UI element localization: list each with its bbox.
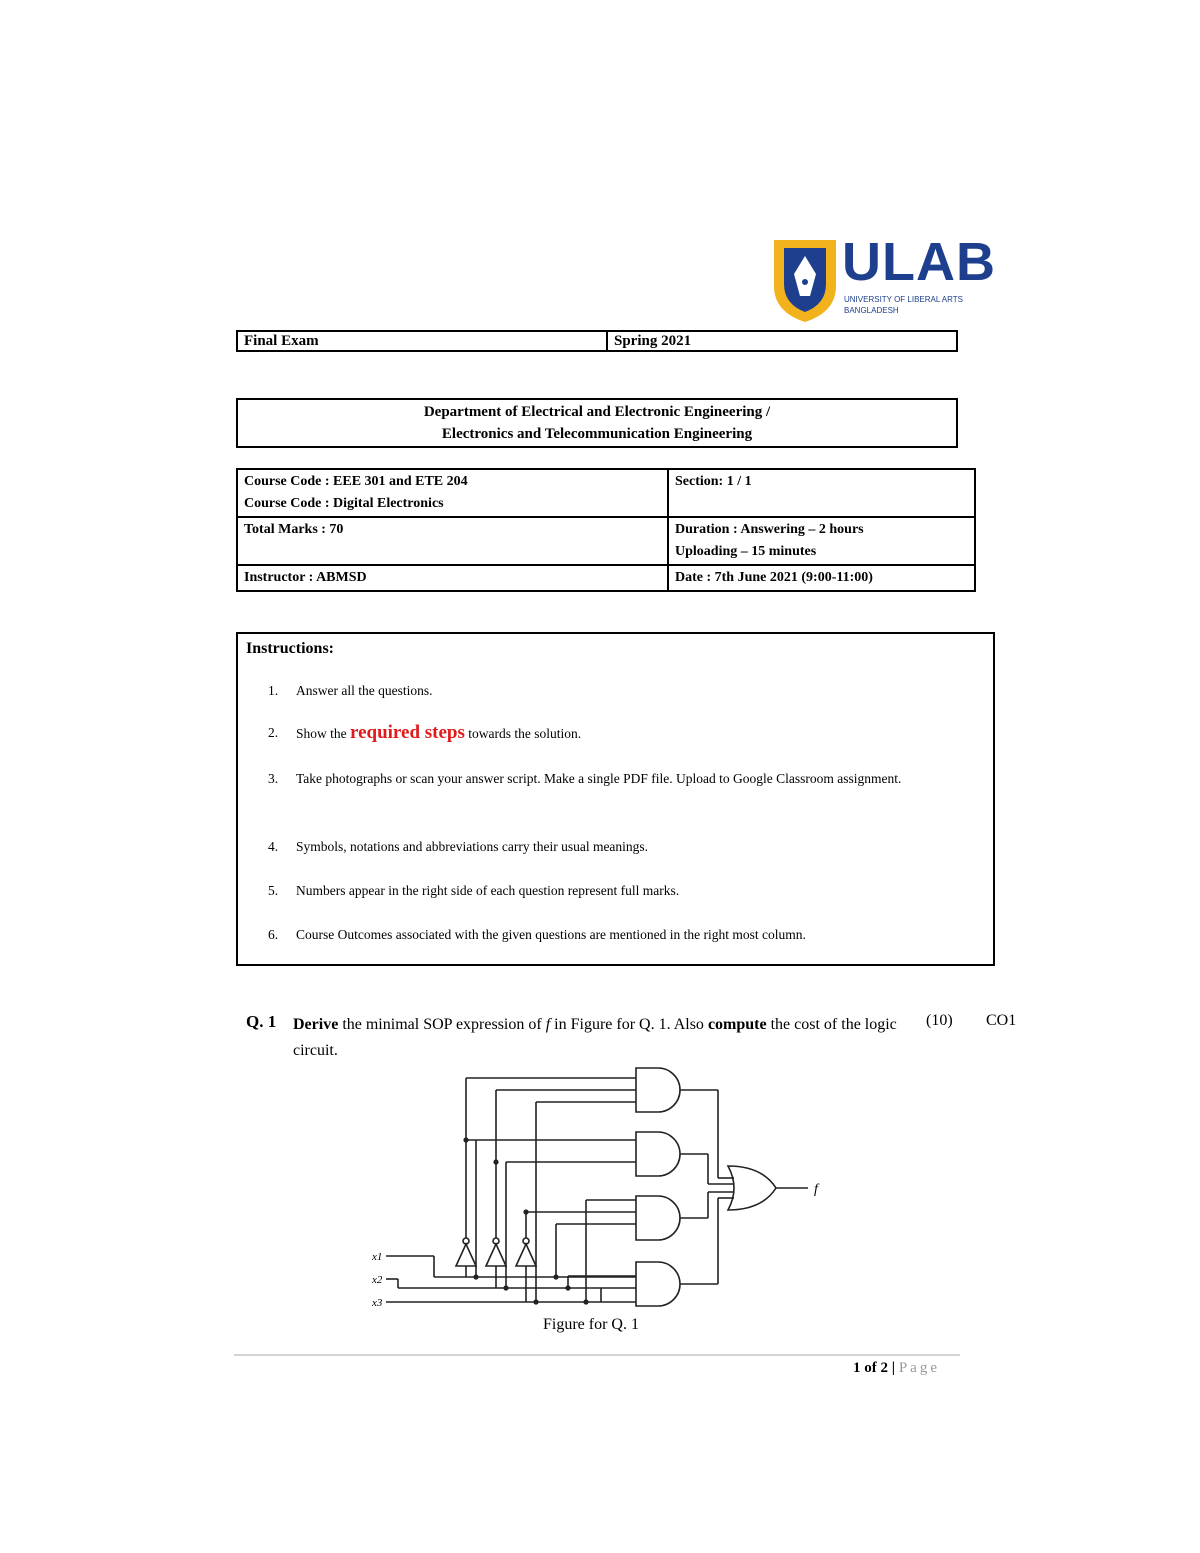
- instruction-text: Take photographs or scan your answer script. Make a single PDF file. Upload to Google Classroom assignment.: [296, 771, 902, 786]
- section: Section: 1 / 1: [675, 474, 752, 489]
- question-course-outcome: CO1: [986, 1012, 1017, 1029]
- input-label-x1: x1: [372, 1251, 383, 1263]
- instruction-text-post: towards the solution.: [464, 726, 582, 741]
- instruction-number: 2.: [268, 725, 279, 740]
- department-box: [236, 398, 958, 448]
- question-keyword-compute: compute: [707, 1016, 767, 1033]
- shield-icon: [770, 238, 840, 324]
- instruction-item: [268, 680, 976, 702]
- department-line-1: Department of Electrical and Electronic Engineering /: [423, 404, 771, 420]
- section-cell: [668, 469, 975, 517]
- page-footer: [853, 1360, 940, 1377]
- total-marks-cell: [237, 517, 668, 565]
- question-number: Q. 1: [246, 1012, 277, 1031]
- exam-date: Date : 7th June 2021 (9:00-11:00): [675, 570, 873, 585]
- instruction-text: Course Outcomes associated with the given questions are mentioned in the right most column.: [296, 927, 806, 942]
- instructions-title: Instructions:: [246, 640, 335, 657]
- footer-divider: [234, 1354, 960, 1356]
- input-label-x3: x3: [372, 1297, 383, 1309]
- question-text-part: in Figure for Q. 1. Also: [550, 1016, 708, 1033]
- instruction-text: Answer all the questions.: [296, 683, 433, 698]
- exam-type: Final Exam: [238, 332, 608, 350]
- instruction-item: [268, 722, 976, 745]
- instruction-text: Symbols, notations and abbreviations carry their usual meanings.: [296, 839, 649, 854]
- course-code-cell: [237, 469, 668, 517]
- date-cell: [668, 565, 975, 591]
- instructor: Instructor : ABMSD: [244, 570, 367, 585]
- instruction-item: [268, 836, 976, 858]
- question-text-part: the minimal SOP expression of: [338, 1016, 546, 1033]
- instruction-item: [268, 880, 976, 902]
- ulab-logo: [770, 232, 996, 324]
- instruction-number: 1.: [268, 683, 279, 698]
- instruction-item: [268, 768, 976, 790]
- page-number: 1 of 2 |: [853, 1360, 899, 1376]
- logic-circuit-figure: [368, 1062, 828, 1312]
- exam-header-row: [236, 330, 958, 352]
- figure-caption: Figure for Q. 1: [543, 1316, 639, 1333]
- input-label-x2: x2: [372, 1274, 383, 1286]
- output-label: f: [814, 1182, 818, 1197]
- course-info-table: [236, 468, 976, 592]
- instruction-number: 5.: [268, 883, 279, 898]
- question-marks: (10): [926, 1012, 953, 1029]
- instruction-text-pre: Show the: [296, 726, 350, 741]
- question-variable: f: [545, 1016, 551, 1033]
- instruction-text: [296, 722, 976, 745]
- highlighted-required-steps: required steps: [350, 722, 465, 743]
- instructor-cell: [237, 565, 668, 591]
- logo-subtitle: UNIVERSITY OF LIBERAL ARTS BANGLADESH: [844, 295, 963, 315]
- duration-uploading: Uploading – 15 minutes: [675, 544, 817, 559]
- duration-answering: Duration : Answering – 2 hours: [675, 522, 864, 537]
- page-word: Page: [898, 1360, 940, 1376]
- instruction-number: 4.: [268, 839, 279, 854]
- instruction-text: Numbers appear in the right side of each question represent full marks.: [296, 883, 680, 898]
- course-name: Course Code : Digital Electronics: [244, 496, 444, 511]
- course-code: Course Code : EEE 301 and ETE 204: [244, 474, 468, 489]
- duration-cell: [668, 517, 975, 565]
- logo-wordmark: ULAB: [842, 232, 996, 292]
- instructions-box: [236, 632, 995, 966]
- exam-semester: Spring 2021: [614, 333, 692, 349]
- instruction-item: [268, 924, 976, 946]
- instruction-number: 3.: [268, 771, 279, 786]
- total-marks: Total Marks : 70: [244, 522, 344, 537]
- question-text-part: the cost of the logic circuit.: [293, 1016, 897, 1059]
- question-keyword-derive: Derive: [293, 1016, 339, 1033]
- question-text: [293, 1012, 903, 1064]
- department-line-2: Electronics and Telecommunication Engineering: [441, 426, 753, 442]
- instruction-number: 6.: [268, 927, 279, 942]
